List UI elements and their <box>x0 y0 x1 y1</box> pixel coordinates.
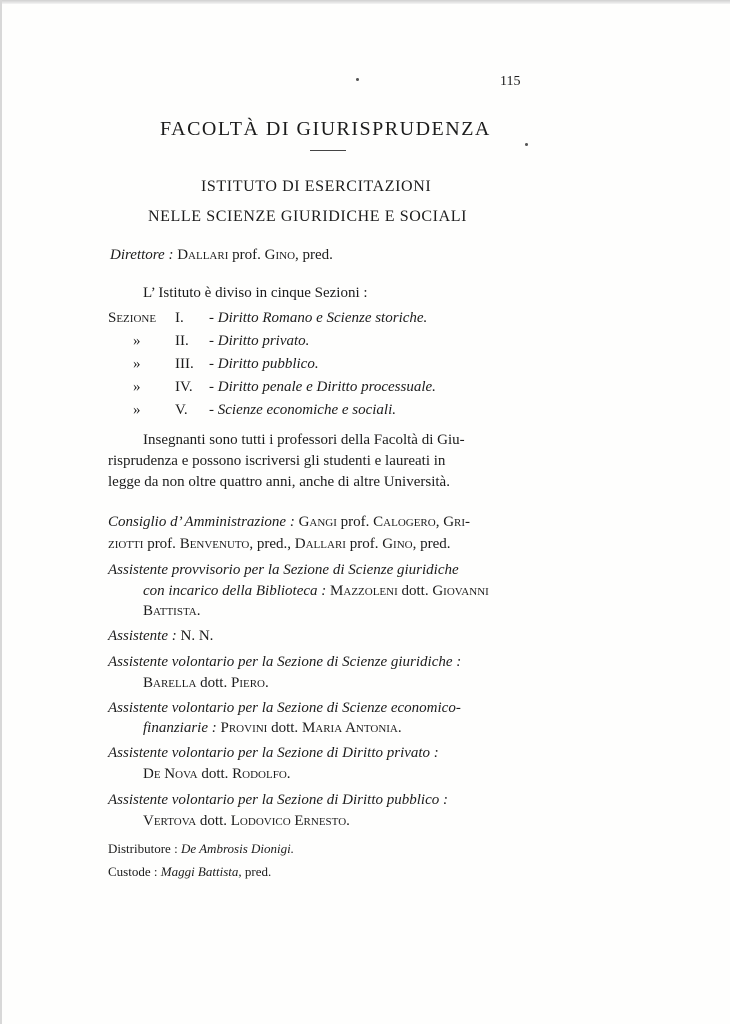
section-prefix: » <box>133 356 141 372</box>
provisional-firstname: Giovanni <box>432 583 489 599</box>
section-dash: - <box>209 333 214 349</box>
section-number: I. <box>175 310 184 326</box>
provisional-firstname2: Battista <box>143 603 197 619</box>
council-name: ziotti <box>108 536 144 552</box>
volunteer-end: . <box>286 766 291 782</box>
title-rule <box>310 150 346 151</box>
section-row <box>133 333 309 350</box>
section-row <box>108 310 427 327</box>
council-text: prof. <box>345 536 383 552</box>
council-text: , <box>435 514 444 530</box>
section-dash: - <box>209 310 214 326</box>
volunteer-name-line <box>143 813 350 830</box>
provisional-text: . <box>196 603 201 619</box>
volunteer-name-line <box>143 675 269 692</box>
volunteer-end: . <box>265 675 269 691</box>
section-title: Diritto pubblico. <box>217 356 319 372</box>
section-number: III. <box>175 356 194 372</box>
director-line <box>110 247 333 264</box>
teachers-line1: Insegnanti sono tutti i professori della Facoltà di Giu- <box>143 432 465 448</box>
volunteer-surname: De Nova <box>143 766 198 782</box>
teachers-line2: risprudenza e possono iscriversi gli studenti e laureati in <box>108 453 446 469</box>
council-text: , pred. <box>412 536 451 552</box>
volunteer-end: . <box>346 813 350 829</box>
director-label: Direttore : <box>110 247 174 263</box>
assistant-value: N. N. <box>176 628 214 644</box>
section-prefix: » <box>133 379 141 395</box>
section-number: V. <box>175 402 188 418</box>
section-row <box>133 379 436 396</box>
speck-mark <box>356 78 359 81</box>
council-text: , pred., <box>249 536 295 552</box>
institute-title-line2: NELLE SCIENZE GIURIDICHE E SOCIALI <box>148 208 468 225</box>
volunteer-end: . <box>397 720 402 736</box>
assistant-line <box>108 628 213 645</box>
volunteer-surname: Provini <box>220 720 268 736</box>
volunteer-title: dott. <box>196 813 231 829</box>
section-prefix: » <box>133 402 141 418</box>
council-name: Calogero <box>373 514 436 530</box>
volunteer-label: Assistente volontario per la Sezione di Diritto pubblico : <box>108 792 448 808</box>
council-name: Dallari <box>294 536 346 552</box>
provisional-line1: Assistente provvisorio per la Sezione di Scienze giuridiche <box>108 562 459 578</box>
volunteer-surname: Barella <box>143 675 197 691</box>
custodian-rest: pred. <box>241 864 272 879</box>
distributor-label: Distributore : <box>108 841 178 856</box>
section-row <box>133 402 396 419</box>
section-number: IV. <box>175 379 193 395</box>
distributor-line <box>108 841 294 857</box>
section-dash: - <box>209 356 214 372</box>
section-dash: - <box>209 379 214 395</box>
volunteer-label: Assistente volontario per la Sezione di Scienze economico- <box>108 700 461 716</box>
provisional-text: dott. <box>397 583 433 599</box>
section-number: II. <box>175 333 189 349</box>
section-dash: - <box>209 402 214 418</box>
distributor-value: De Ambrosis Dionigi. <box>180 841 294 856</box>
custodian-label: Custode : <box>108 864 158 879</box>
custodian-line <box>108 864 271 880</box>
section-title: Diritto privato. <box>217 333 310 349</box>
assistant-label: Assistente : <box>108 628 177 644</box>
custodian-value: Maggi Battista, <box>160 864 242 879</box>
top-edge <box>0 0 730 4</box>
speck-mark <box>525 143 528 146</box>
director-firstname: Gino <box>264 247 296 263</box>
volunteer-title: dott. <box>196 675 231 691</box>
left-edge <box>0 0 2 1024</box>
council-name: Gri- <box>443 514 471 530</box>
section-prefix: Sezione <box>108 310 157 326</box>
teachers-line3: legge da non oltre quattro anni, anche di altre Università. <box>108 474 450 490</box>
volunteer-title: dott. <box>197 766 233 782</box>
volunteer-name-line <box>143 766 291 783</box>
council-name: Gino <box>382 536 413 552</box>
provisional-line2 <box>143 583 489 600</box>
section-title: Diritto Romano e Scienze storiche. <box>217 310 428 326</box>
director-title: prof. <box>228 247 265 263</box>
page-number: 115 <box>500 74 521 89</box>
volunteer-firstname: Rodolfo <box>232 766 287 782</box>
section-title: Scienze economiche e sociali. <box>217 402 397 418</box>
volunteer-label-cont: finanziarie : <box>143 720 217 736</box>
faculty-title: FACOLTÀ DI GIURISPRUDENZA <box>160 118 491 140</box>
council-label: Consiglio d’ Amministrazione : <box>108 514 295 530</box>
volunteer-label: Assistente volontario per la Sezione di Scienze giuridiche : <box>108 654 462 670</box>
council-line2 <box>108 536 451 553</box>
council-name: Gangi <box>294 514 337 530</box>
volunteer-title: dott. <box>267 720 302 736</box>
volunteer-label: Assistente volontario per la Sezione di Diritto privato : <box>108 745 439 761</box>
institute-title-line1: ISTITUTO DI ESERCITAZIONI <box>201 178 432 195</box>
council-name: Benvenuto <box>179 536 250 552</box>
intro-line: L’ Istituto è diviso in cinque Sezioni : <box>143 285 368 301</box>
council-text: prof. <box>143 536 180 552</box>
provisional-line3 <box>143 603 200 620</box>
volunteer-firstname: Piero <box>230 675 265 691</box>
provisional-label: con incarico della Biblioteca : <box>143 583 327 599</box>
volunteer-name-line <box>143 720 402 737</box>
volunteer-surname: Vertova <box>143 813 197 829</box>
council-text: prof. <box>336 514 374 530</box>
provisional-surname: Mazzoleni <box>326 583 398 599</box>
section-row <box>133 356 319 373</box>
director-surname: Dallari <box>177 247 229 263</box>
volunteer-firstname: Lodovico Ernesto <box>230 813 347 829</box>
volunteer-firstname: Maria Antonia <box>301 720 398 736</box>
director-suffix: , pred. <box>295 247 333 263</box>
council-line1 <box>108 514 470 531</box>
section-prefix: » <box>133 333 141 349</box>
section-title: Diritto penale e Diritto processuale. <box>217 379 436 395</box>
